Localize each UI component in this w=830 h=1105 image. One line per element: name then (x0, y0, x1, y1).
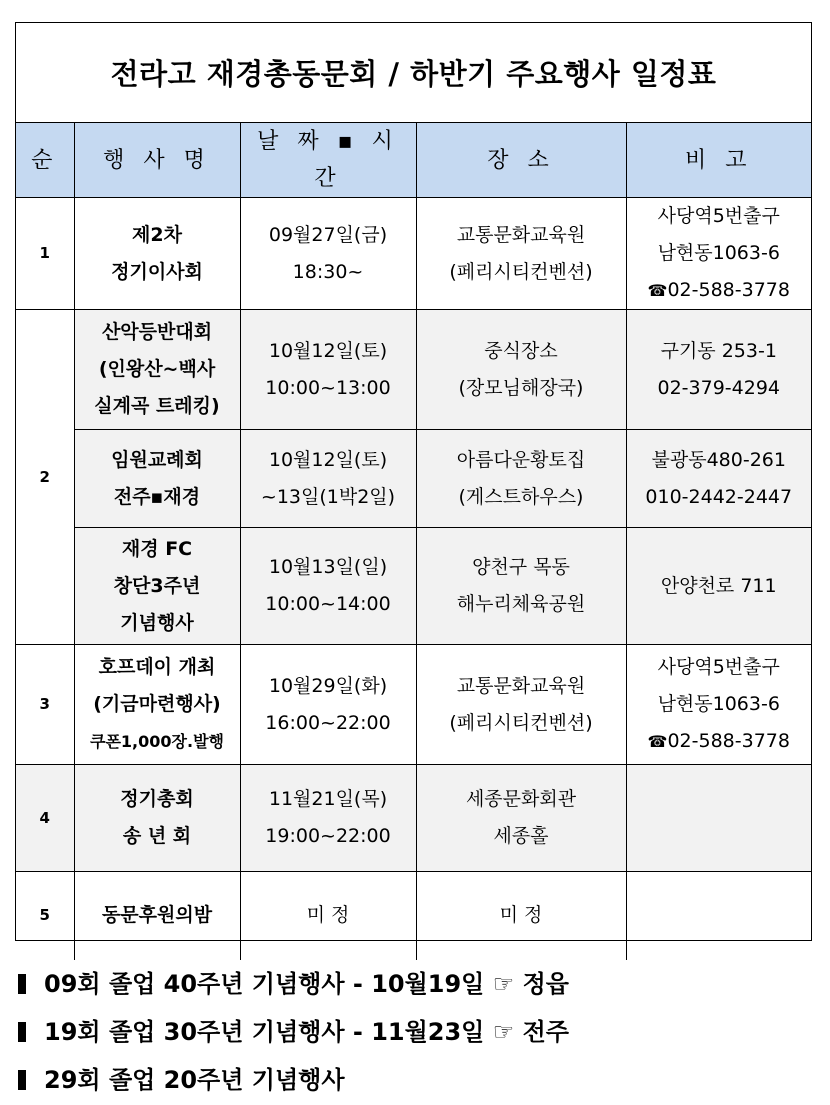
time-line: 16:00~22:00 (265, 711, 391, 734)
event-name-line: 산악등반대회 (101, 321, 213, 343)
notes-list (18, 960, 569, 1104)
place-line: 아름다운황토집 (456, 448, 586, 471)
header-note: 비 고 (626, 123, 811, 198)
phone-number: 02-588-3778 (667, 279, 790, 301)
event-name-line: 쿠폰1,000장.발행 (90, 732, 224, 751)
time-line: ~13일(1박2일) (260, 485, 396, 508)
event-name-cell (74, 645, 240, 765)
note-line: 남현동1063-6 (657, 242, 780, 264)
table-row (16, 645, 811, 765)
row-number: 5 (16, 872, 74, 960)
note-cell (626, 645, 811, 765)
note-cell (626, 765, 811, 872)
event-name-line: 기념행사 (120, 611, 194, 634)
phone-line (627, 723, 812, 760)
event-name-line: 전주▪재경 (113, 485, 201, 508)
place-line: 교통문화교육원 (456, 674, 586, 697)
list-item (18, 960, 569, 1008)
schedule-table (16, 123, 811, 960)
date-line: 10월29일(화) (268, 674, 388, 697)
place-cell (416, 528, 626, 645)
bullet-icon (18, 1070, 26, 1090)
place-cell (416, 645, 626, 765)
place-line: 세종문화회관 (465, 788, 577, 810)
note-line: 불광동480-261 (651, 448, 786, 471)
row-number: 4 (16, 765, 74, 872)
note-cell (626, 872, 811, 960)
note-cell (626, 310, 811, 430)
header-no: 순 (16, 123, 74, 198)
date-line: 11월21일(목) (268, 788, 388, 810)
event-name-line: 창단3주년 (113, 574, 201, 597)
time-line: 10:00~14:00 (265, 593, 391, 615)
note-line: 사당역5번출구 (657, 205, 780, 227)
event-name-cell (74, 528, 240, 645)
event-name-cell (74, 198, 240, 310)
event-name-cell (74, 872, 240, 960)
list-item (18, 1056, 569, 1104)
event-name-line: 임원교례회 (111, 448, 203, 471)
date-line: 미 정 (306, 904, 350, 927)
place-cell (416, 198, 626, 310)
date-line: 10월12일(토) (268, 339, 388, 362)
note-line: 남현동1063-6 (657, 693, 780, 715)
place-cell (416, 872, 626, 960)
place-cell (416, 430, 626, 528)
event-name-line: 호프데이 개최 (98, 656, 216, 678)
place-line: 중식장소 (484, 339, 558, 362)
note-cell (626, 430, 811, 528)
event-name-line: 정기이사회 (111, 260, 203, 283)
bullet-icon (18, 1022, 26, 1042)
row-number: 1 (16, 198, 74, 310)
place-line: 양천구 목동 (472, 556, 570, 578)
table-row (16, 528, 811, 645)
event-name-line: 실계곡 트레킹) (94, 395, 220, 417)
note-line: 구기동 253-1 (660, 339, 777, 362)
place-cell (416, 765, 626, 872)
table-row (16, 198, 811, 310)
bullet-icon (18, 974, 26, 994)
phone-line (627, 272, 812, 309)
note-line: 안양천로 711 (660, 574, 777, 597)
phone-icon: ☎ (647, 732, 668, 751)
place-line: (게스트하우스) (458, 485, 584, 508)
header-event: 행 사 명 (74, 123, 240, 198)
place-line: 미 정 (499, 904, 543, 927)
table-row (16, 310, 811, 430)
note-text: 09회 졸업 40주년 기념행사 - 10월19일 ☞ 정읍 (44, 970, 569, 998)
place-line: 세종홀 (493, 825, 549, 847)
header-row (16, 123, 811, 198)
table-row (16, 430, 811, 528)
event-name-line: 재경 FC (121, 537, 193, 560)
datetime-cell (240, 872, 416, 960)
table-row (16, 872, 811, 960)
time-line: 19:00~22:00 (265, 825, 391, 847)
date-line: 09월27일(금) (268, 223, 388, 246)
time-line: 18:30~ (292, 260, 364, 283)
page-title: 전라고 재경총동문회 / 하반기 주요행사 일정표 (110, 57, 717, 91)
table-row (16, 765, 811, 872)
place-line: (장모님해장국) (458, 376, 584, 399)
event-name-line: (기금마련행사) (93, 693, 221, 715)
note-text: 29회 졸업 20주년 기념행사 (44, 1066, 345, 1094)
time-line: 10:00~13:00 (265, 376, 391, 399)
event-name-cell (74, 430, 240, 528)
event-name-cell (74, 765, 240, 872)
event-name-line: (인왕산~백사 (98, 358, 216, 380)
header-datetime: 날 짜 ▪ 시 간 (240, 123, 416, 198)
datetime-cell (240, 765, 416, 872)
note-cell (626, 528, 811, 645)
note-text: 19회 졸업 30주년 기념행사 - 11월23일 ☞ 전주 (44, 1018, 569, 1046)
place-line: (페리시티컨벤션) (449, 711, 593, 734)
title-box (16, 23, 811, 123)
note-line: 사당역5번출구 (657, 656, 780, 678)
event-name-line: 동문후원의밤 (101, 904, 213, 927)
place-cell (416, 310, 626, 430)
note-line: 010-2442-2447 (645, 485, 793, 508)
date-line: 10월12일(토) (268, 448, 388, 471)
place-line: 교통문화교육원 (456, 223, 586, 246)
note-cell (626, 198, 811, 310)
event-name-line: 정기총회 (120, 788, 194, 810)
event-name-line: 송 년 회 (122, 825, 192, 847)
place-line: (페리시티컨벤션) (449, 260, 593, 283)
phone-number: 02-588-3778 (667, 730, 790, 752)
datetime-cell (240, 310, 416, 430)
datetime-cell (240, 430, 416, 528)
datetime-cell (240, 528, 416, 645)
phone-icon: ☎ (647, 281, 668, 300)
datetime-cell (240, 645, 416, 765)
schedule-sheet (15, 22, 812, 941)
place-line: 해누리체육공원 (456, 593, 586, 615)
datetime-cell (240, 198, 416, 310)
date-line: 10월13일(일) (268, 556, 388, 578)
header-place: 장 소 (416, 123, 626, 198)
event-name-cell (74, 310, 240, 430)
note-line: 02-379-4294 (657, 376, 780, 399)
row-number: 3 (16, 645, 74, 765)
event-name-line: 제2차 (132, 223, 182, 246)
row-number: 2 (16, 310, 74, 645)
list-item (18, 1008, 569, 1056)
